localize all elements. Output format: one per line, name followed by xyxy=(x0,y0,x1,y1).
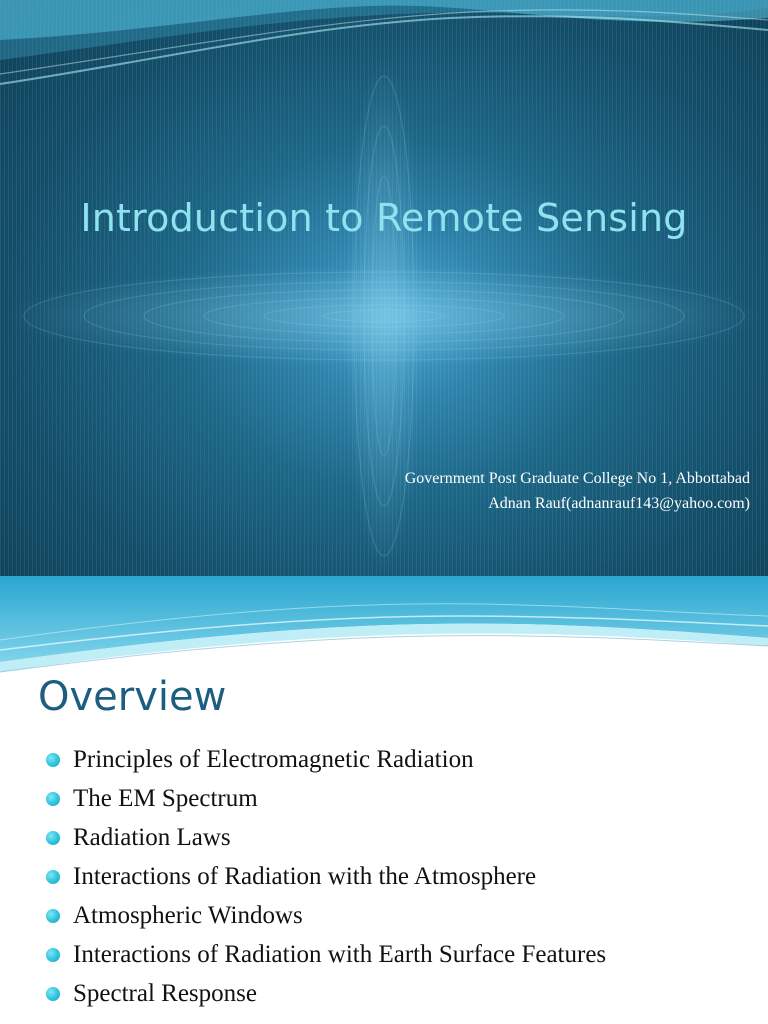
bullet-icon xyxy=(46,948,60,962)
list-item xyxy=(46,935,606,974)
list-item xyxy=(46,974,606,1013)
bullet-icon xyxy=(46,753,60,767)
list-item-text: The EM Spectrum xyxy=(73,785,258,812)
list-item-text: Principles of Electromagnetic Radiation xyxy=(73,746,474,773)
list-item-text: Spectral Response xyxy=(73,980,257,1007)
bullet-icon xyxy=(46,987,60,1001)
list-item-text: Radiation Laws xyxy=(73,824,231,851)
list-item-text: Interactions of Radiation with Earth Surface Features xyxy=(73,941,607,968)
list-item xyxy=(46,896,606,935)
list-item xyxy=(46,740,606,779)
bullet-icon xyxy=(46,909,60,923)
overview-slide xyxy=(0,576,768,1024)
list-item xyxy=(46,779,606,818)
bullet-icon xyxy=(46,792,60,806)
author-line: Adnan Rauf(adnanrauf143@yahoo.com) xyxy=(488,495,750,512)
presentation-title: Introduction to Remote Sensing xyxy=(80,196,688,240)
bullet-icon xyxy=(46,870,60,884)
college-line: Government Post Graduate College No 1, Abbottabad xyxy=(404,470,750,487)
presentation-subtitle xyxy=(405,466,750,516)
list-item-text: Atmospheric Windows xyxy=(73,902,303,929)
overview-header-wave xyxy=(0,576,768,686)
overview-bullet-list xyxy=(46,740,606,1013)
list-item xyxy=(46,857,606,896)
list-item xyxy=(46,818,606,857)
overview-heading: Overview xyxy=(38,674,227,720)
list-item-text: Interactions of Radiation with the Atmosphere xyxy=(73,863,537,890)
bullet-icon xyxy=(46,831,60,845)
